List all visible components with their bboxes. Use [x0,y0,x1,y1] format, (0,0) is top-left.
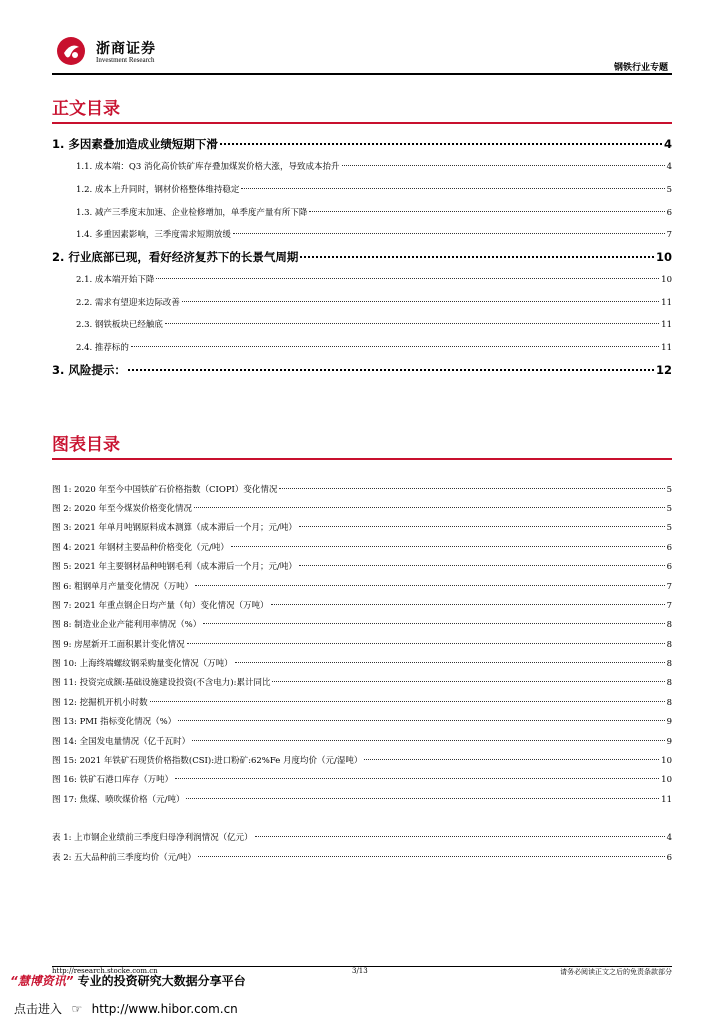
toc-page: 11 [661,343,672,353]
figure-page: 9 [666,717,672,727]
toc-page: 6 [666,208,672,218]
figure-page: 8 [666,620,672,630]
table-label: 表 1: 上市钢企业绩前三季度归母净利润情况（亿元） [52,833,253,843]
toc-item[interactable] [76,206,672,218]
figure-item[interactable] [52,657,672,669]
figure-page: 10 [661,775,672,785]
figure-page: 8 [666,640,672,650]
promo-banner [10,972,246,989]
figure-page: 8 [666,698,672,708]
toc-item[interactable] [76,296,672,308]
promo-link-row[interactable] [14,1000,238,1017]
figure-label: 图 16: 铁矿石港口库存（万吨） [52,775,174,785]
figure-label: 图 1: 2020 年至今中国铁矿石价格指数（CIOPI）变化情况 [52,485,278,495]
toc-label: 1.1. 成本端：Q3 消化高价铁矿库存叠加煤炭价格大涨，导致成本抬升 [76,162,340,172]
toc-item[interactable] [76,228,672,240]
figure-page: 7 [666,601,672,611]
toc-page: 4 [666,162,672,172]
promo-link-prefix: 点击进入 [14,1002,63,1016]
company-name-en: Investment Research [96,56,155,64]
toc-page: 7 [666,230,672,240]
toc-label: 2. 行业底部已现，看好经济复苏下的长景气周期 [52,250,299,264]
toc-item[interactable] [76,341,672,353]
figure-page: 7 [666,582,672,592]
figure-page: 9 [666,737,672,747]
figure-item[interactable] [52,754,672,766]
figure-item[interactable] [52,502,672,514]
figure-item[interactable] [52,696,672,708]
figure-label: 图 13: PMI 指标变化情况（%） [52,717,177,727]
figure-label: 图 9: 房屋新开工面积累计变化情况 [52,640,185,650]
figure-item[interactable] [52,483,672,495]
toc-label: 1.2. 成本上升同时，钢材价格整体维持稳定 [76,185,240,195]
figure-item[interactable] [52,735,672,747]
table-item[interactable] [52,851,672,863]
figure-page: 5 [666,504,672,514]
toc-label: 2.3. 钢铁板块已经触底 [76,320,163,330]
report-type: 钢铁行业专题 [613,63,668,73]
figure-page: 6 [666,562,672,572]
figure-label: 图 15: 2021 年铁矿石现货价格指数(CSI):进口粉矿:62%Fe 月度均价（元/湿吨） [52,756,363,766]
toc-item[interactable] [52,249,672,265]
table-page: 4 [666,833,672,843]
figure-item[interactable] [52,715,672,727]
figure-page: 8 [666,659,672,669]
toc-item[interactable] [52,362,672,378]
toc-item[interactable] [52,136,672,152]
toc-item[interactable] [76,183,672,195]
figure-item[interactable] [52,773,672,785]
pointing-hand-icon: ☞ [71,1002,83,1016]
table-page: 6 [666,853,672,863]
figure-item[interactable] [52,541,672,553]
toc-page: 11 [661,320,672,330]
toc-label: 1.3. 减产三季度末加速、企业检修增加，单季度产量有所下降 [76,208,308,218]
toc-label: 2.4. 推荐标的 [76,343,129,353]
figure-label: 图 10: 上海终端螺纹钢采购量变化情况（万吨） [52,659,233,669]
figure-item[interactable] [52,521,672,533]
figure-label: 图 2: 2020 年至今煤炭价格变化情况 [52,504,193,514]
figure-item[interactable] [52,560,672,572]
toc-label: 2.1. 成本端开始下降 [76,275,155,285]
figure-label: 图 14: 全国发电量情况（亿千瓦时） [52,737,191,747]
figure-label: 图 5: 2021 年主要钢材品种吨钢毛利（成本滞后一个月；元/吨） [52,562,297,572]
toc-item[interactable] [76,160,672,172]
figure-label: 图 12: 挖掘机开机小时数 [52,698,148,708]
figure-item[interactable] [52,599,672,611]
figure-page: 5 [666,523,672,533]
figures-divider [52,458,672,460]
toc-item[interactable] [76,318,672,330]
figure-page: 6 [666,543,672,553]
figure-page: 5 [666,485,672,495]
footer-url-link[interactable]: http://research.stocke.com.cn [52,967,158,975]
figure-item[interactable] [52,793,672,805]
figures-title: 图表目录 [52,435,120,455]
toc-page: 4 [663,137,672,151]
figure-page: 10 [661,756,672,766]
figure-label: 图 8: 制造业企业产能利用率情况（%） [52,620,202,630]
toc-page: 5 [666,185,672,195]
toc-divider [52,122,672,124]
promo-tagline: 专业的投资研究大数据分享平台 [77,974,246,988]
figure-item[interactable] [52,580,672,592]
figure-item[interactable] [52,638,672,650]
toc-item[interactable] [76,273,672,285]
company-logo-icon [56,36,86,66]
figure-item[interactable] [52,676,672,688]
toc-page: 10 [661,275,672,285]
figure-label: 图 4: 2021 年钢材主要品种价格变化（元/吨） [52,543,229,553]
toc-label: 1. 多因素叠加造成业绩短期下滑 [52,137,218,151]
toc-label: 1.4. 多重因素影响，三季度需求短期放缓 [76,230,231,240]
figure-label: 图 11: 投资完成额:基础设施建设投资(不含电力):累计同比 [52,678,271,688]
toc-title: 正文目录 [52,99,120,119]
figure-label: 图 6: 粗钢单月产量变化情况（万吨） [52,582,194,592]
company-name-cn: 浙商证券 [96,41,156,57]
figure-label: 图 7: 2021 年重点钢企日均产量（旬）变化情况（万吨） [52,601,269,611]
figure-label: 图 3: 2021 年单月吨钢原料成本测算（成本滞后一个月；元/吨） [52,523,297,533]
disclaimer-note: 请务必阅读正文之后的免责条款部分 [560,968,672,976]
toc-page: 11 [661,298,672,308]
toc-label: 2.2. 需求有望迎来边际改善 [76,298,180,308]
page-number: 3/13 [352,967,368,975]
promo-brand: “慧博资讯” [10,974,74,988]
toc-label: 3. 风险提示： [52,363,126,377]
toc-page: 12 [655,363,672,377]
table-label: 表 2: 五大品种前三季度均价（元/吨） [52,853,197,863]
figure-item[interactable] [52,618,672,630]
figure-page: 8 [666,678,672,688]
toc-page: 10 [655,250,672,264]
figure-label: 图 17: 焦煤、喷吹煤价格（元/吨） [52,795,185,805]
header-divider [52,73,672,75]
table-item[interactable] [52,831,672,843]
figure-page: 11 [661,795,672,805]
promo-link[interactable]: http://www.hibor.com.cn [91,1002,238,1016]
